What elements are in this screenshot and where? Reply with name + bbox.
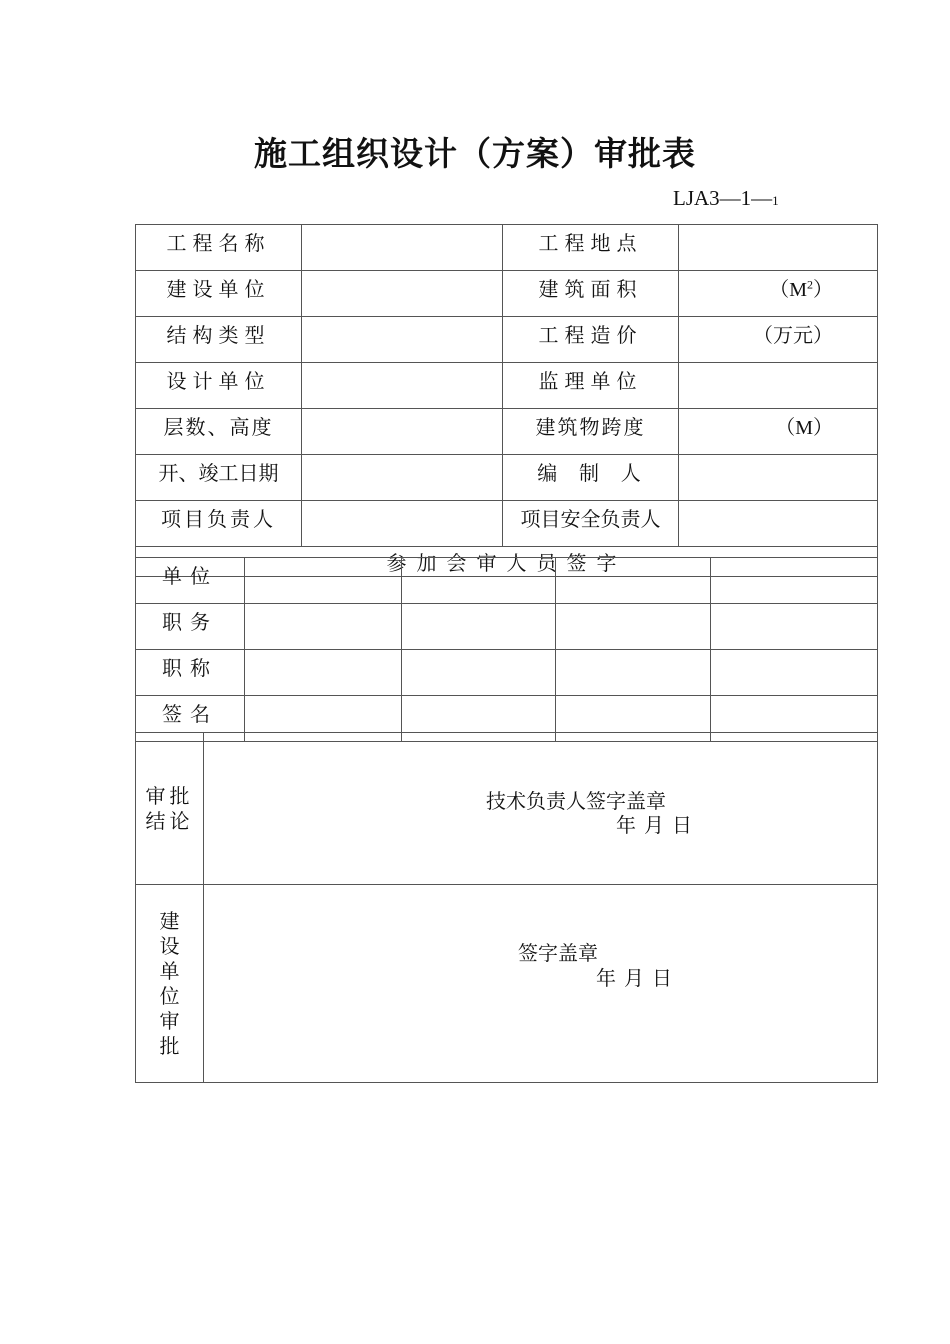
table-row — [136, 271, 878, 317]
label-floors-height: 层数、高度 — [136, 409, 302, 455]
approval-signer: 技术负责人签字盖章 — [486, 789, 666, 813]
label-staff-unit: 单位 — [136, 558, 245, 604]
unit-area-end: ） — [813, 279, 833, 301]
staff-cell[interactable] — [556, 604, 711, 650]
form-code-main: LJA3—1— — [673, 186, 773, 210]
project-info-table — [135, 224, 878, 577]
staff-cell[interactable] — [711, 558, 878, 604]
approval-date: 年月日 — [616, 813, 700, 837]
staff-cell[interactable] — [245, 604, 402, 650]
label-project-name: 工程名称 — [136, 225, 302, 271]
table-row — [136, 455, 878, 501]
unit-area: （M — [769, 279, 807, 301]
value-project-name[interactable] — [302, 225, 503, 271]
unit-span: （M） — [775, 417, 833, 439]
label-start-end-date: 开、竣工日期 — [136, 455, 302, 501]
review-staff-table — [135, 557, 878, 742]
table-row — [136, 733, 878, 885]
table-row — [136, 363, 878, 409]
approval-conclusion-area[interactable] — [204, 733, 878, 885]
value-project-cost[interactable] — [679, 317, 878, 363]
value-safety-manager[interactable] — [679, 501, 878, 547]
label-compiler: 编 制 人 — [503, 455, 679, 501]
value-floors-height[interactable] — [302, 409, 503, 455]
value-supervision-unit[interactable] — [679, 363, 878, 409]
table-row — [136, 604, 878, 650]
staff-cell[interactable] — [556, 558, 711, 604]
value-project-location[interactable] — [679, 225, 878, 271]
label-building-area: 建筑面积 — [503, 271, 679, 317]
approval-table — [135, 732, 878, 1083]
label-staff-title: 职称 — [136, 650, 245, 696]
form-code — [673, 186, 779, 211]
label-project-location: 工程地点 — [503, 225, 679, 271]
table-row — [136, 409, 878, 455]
label-safety-manager: 项目安全负责人 — [503, 501, 679, 547]
staff-cell[interactable] — [402, 650, 556, 696]
label-approval-conclusion: 审批结论 — [136, 733, 204, 885]
value-start-end-date[interactable] — [302, 455, 503, 501]
value-building-span[interactable] — [679, 409, 878, 455]
staff-cell[interactable] — [556, 650, 711, 696]
table-row — [136, 317, 878, 363]
label-builder: 建设单位 — [136, 271, 302, 317]
staff-cell[interactable] — [711, 650, 878, 696]
unit-cost: （万元） — [753, 323, 833, 347]
value-structure-type[interactable] — [302, 317, 503, 363]
owner-signer: 签字盖章 — [518, 941, 598, 965]
value-building-area[interactable] — [679, 271, 878, 317]
table-row — [136, 650, 878, 696]
owner-date: 年月日 — [596, 966, 680, 990]
value-compiler[interactable] — [679, 455, 878, 501]
review-staff-header: 参加会审人员签字 — [136, 547, 878, 577]
label-project-manager: 项目负责人 — [136, 501, 302, 547]
page-title: 施工组织设计（方案）审批表 — [254, 134, 696, 173]
label-staff-signature: 签名 — [136, 696, 245, 742]
label-structure-type: 结构类型 — [136, 317, 302, 363]
label-building-span: 建筑物跨度 — [503, 409, 679, 455]
value-project-manager[interactable] — [302, 501, 503, 547]
staff-cell[interactable] — [245, 650, 402, 696]
table-row — [136, 558, 878, 604]
table-row — [136, 225, 878, 271]
value-design-unit[interactable] — [302, 363, 503, 409]
form-code-suffix: 1 — [772, 193, 779, 208]
label-project-cost: 工程造价 — [503, 317, 679, 363]
label-supervision-unit: 监理单位 — [503, 363, 679, 409]
unit-area-sup: 2 — [807, 277, 813, 292]
table-row — [136, 885, 878, 1083]
table-row — [136, 501, 878, 547]
label-owner-approval: 建设单位审批 — [136, 885, 204, 1083]
value-builder[interactable] — [302, 271, 503, 317]
staff-cell[interactable] — [711, 604, 878, 650]
owner-approval-area[interactable] — [204, 885, 878, 1083]
label-design-unit: 设计单位 — [136, 363, 302, 409]
label-staff-position: 职务 — [136, 604, 245, 650]
staff-cell[interactable] — [402, 558, 556, 604]
staff-cell[interactable] — [245, 558, 402, 604]
staff-cell[interactable] — [402, 604, 556, 650]
